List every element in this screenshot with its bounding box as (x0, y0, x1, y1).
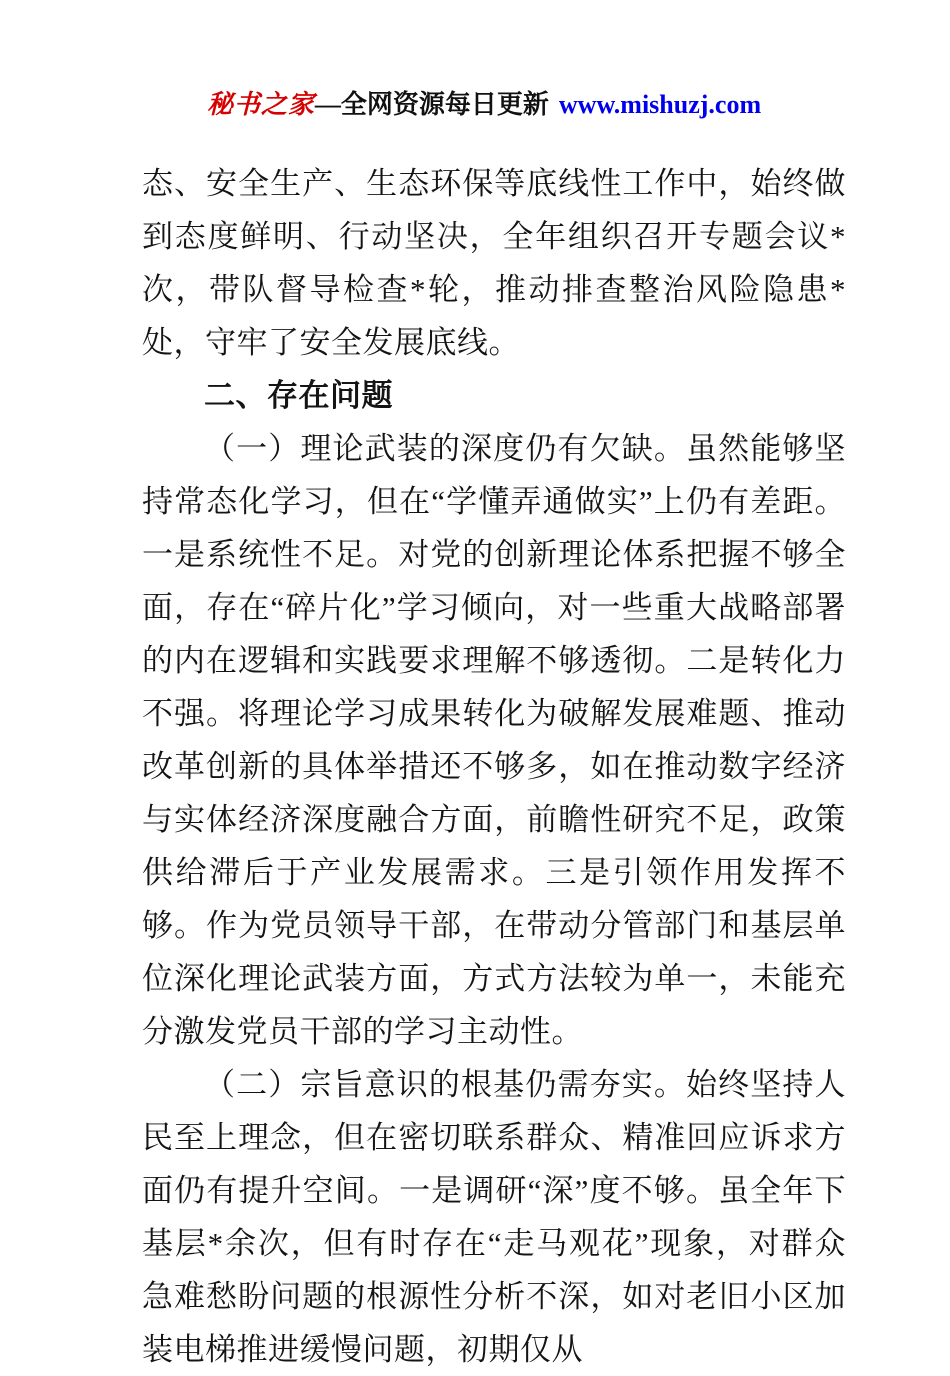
site-url-link[interactable]: www.mishuzj.com (558, 90, 762, 119)
header-tagline: 全网资源每日更新 (340, 90, 549, 119)
section-heading: 二、存在问题 (204, 378, 393, 413)
site-brand: 秘书之家 (206, 90, 315, 119)
site-header (122, 84, 846, 121)
paragraph-service-awareness: （二）宗旨意识的根基仍需夯实。始终坚持人民至上理念，但在密切联系群众、精准回应诉求方面仍有提升空间。一是调研“深”度不够。虽全年下基层*余次，但有时存在“走马观花”现象，对群众急难愁盼问题的根源性分析不深，如对老旧小区加装电梯推进缓慢问题，初期仅从 (142, 1067, 846, 1367)
paragraph-theory-problems: （一）理论武装的深度仍有欠缺。虽然能够坚持常态化学习，但在“学懂弄通做实”上仍有差距。一是系统性不足。对党的创新理论体系把握不够全面，存在“碎片化”学习倾向，对一些重大战略部署的内在逻辑和实践要求理解不够透彻。二是转化力不强。将理论学习成果转化为破解发展难题、推动改革创新的具体举措还不够多，如在推动数字经济与实体经济深度融合方面，前瞻性研究不足，政策供给滞后于产业发展需求。三是引领作用发挥不够。作为党员领导干部，在带动分管部门和基层单位深化理论武装方面，方式方法较为单一，未能充分激发党员干部的学习主动性。 (142, 431, 846, 1049)
document-content (142, 157, 846, 1376)
header-dash: — (314, 90, 341, 119)
paragraph-continuation: 态、安全生产、生态环保等底线性工作中，始终做到态度鲜明、行动坚决，全年组织召开专题会议*次，带队督导检查*轮，推动排查整治风险隐患*处，守牢了安全发展底线。 (142, 166, 846, 360)
